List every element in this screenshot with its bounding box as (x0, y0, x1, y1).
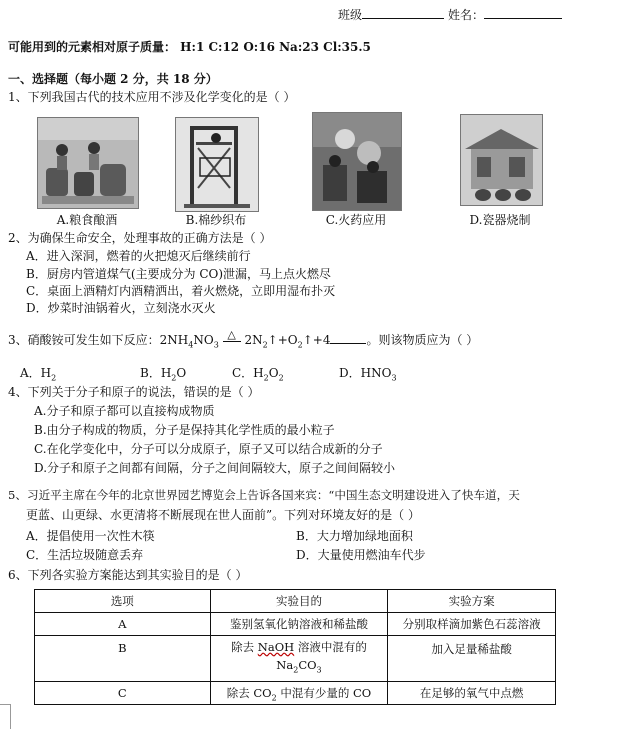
q5-option-b[interactable]: B．大力增加绿地面积 (296, 529, 413, 543)
q3-option-c[interactable]: C．$H_2O_2$ (232, 366, 284, 383)
q5-stem-line2: 更蓝、山更绿、水更清将不断展现在世人面前”。下列对环境友好的是（ ） (26, 508, 420, 522)
row-a-purpose: 鉴别氢氧化钠溶液和稀盐酸 (210, 613, 388, 636)
q6-table (34, 589, 556, 705)
name-label: 姓名： (448, 6, 562, 23)
q1-option-a[interactable]: A.粮食酿酒 (56, 213, 118, 227)
q1-image-d (460, 114, 543, 206)
q4-option-d[interactable]: D.分子和原子之间都有间隔，分子之间间隔较大，原子之间间隔较小 (34, 461, 396, 475)
row-b-option[interactable]: B (35, 636, 211, 682)
porcelain-illustration-icon (461, 115, 542, 205)
header-method: 实验方案 (388, 590, 556, 613)
row-a-method: 分别取样滴加紫色石蕊溶液 (388, 613, 556, 636)
q4-option-c[interactable]: C.在化学变化中，分子可以分成原子，原子又可以结合成新的分子 (34, 442, 383, 456)
row-c-option[interactable]: C (35, 682, 211, 705)
q1-image-a (37, 117, 139, 209)
q3-answer-blank[interactable] (330, 331, 366, 344)
brewing-illustration-icon (38, 118, 138, 208)
name-blank[interactable] (484, 6, 562, 19)
q2-option-c[interactable]: C．桌面上酒精灯内酒精洒出，着火燃烧，立即用湿布扑灭 (26, 284, 336, 298)
row-b-method: 加入足量稀盐酸 (388, 636, 556, 682)
q5-option-a[interactable]: A．提倡使用一次性木筷 (26, 529, 155, 543)
header-option: 选项 (35, 590, 211, 613)
table-row (35, 636, 556, 682)
row-a-option[interactable]: A (35, 613, 211, 636)
q4-option-a[interactable]: A.分子和原子都可以直接构成物质 (34, 404, 215, 418)
q2-option-b[interactable]: B．厨房内管道煤气(主要成分为 CO)泄漏，马上点火燃尽 (26, 267, 332, 281)
row-c-purpose: 除去 $CO_2$ 中混有少量的 CO (210, 682, 388, 705)
q2-stem: 2、为确保生命安全，处理事故的正确方法是（ ） (8, 231, 272, 245)
q5-option-c[interactable]: C．生活垃圾随意丢弃 (26, 548, 144, 562)
q4-option-b[interactable]: B.由分子构成的物质，分子是保持其化学性质的最小粒子 (34, 423, 335, 437)
section1-title: 一、选择题（每小题 2 分，共 18 分） (8, 72, 218, 86)
q1-image-b (175, 117, 259, 212)
table-header-row (35, 590, 556, 613)
header-purpose: 实验目的 (210, 590, 388, 613)
q1-option-b[interactable]: B.棉纱织布 (185, 213, 247, 227)
loom-illustration-icon (176, 118, 258, 211)
q3-option-d[interactable]: D．$HNO_3$ (339, 366, 397, 383)
table-row (35, 613, 556, 636)
q5-option-d[interactable]: D．大量使用燃油车代步 (296, 548, 426, 562)
page-corner-mark (0, 704, 11, 729)
row-b-purpose: 除去 NaOH 溶液中混有的 $Na_2CO_3$ (210, 636, 388, 682)
q4-stem: 4、下列关于分子和原子的说法，错误的是（ ） (8, 385, 260, 399)
q2-option-a[interactable]: A．进入深洞，燃着的火把熄灭后继续前行 (26, 249, 251, 263)
table-row (35, 682, 556, 705)
q3-option-a[interactable]: A．$H_2$ (20, 366, 57, 383)
q3-stem: 3、硝酸铵可发生如下反应：$2NH_4NO_3$ △ $2N_2↑+O_2↑+4$ 。则该物质应为（ ） (8, 328, 479, 350)
q3-option-b[interactable]: B．$H_2O$ (140, 366, 187, 383)
q5-stem-line1: 5、习近平主席在今年的北京世界园艺博览会上告诉各国来宾：“中国生态文明建设进入了快车道，天 (8, 488, 520, 502)
q1-option-d[interactable]: D.瓷器烧制 (469, 213, 531, 227)
row-c-method: 在足够的氧气中点燃 (388, 682, 556, 705)
atomic-mass-line: 可能用到的元素相对原子质量： H:1 C:12 O:16 Na:23 Cl:35.5 (8, 40, 371, 54)
class-blank[interactable] (362, 6, 444, 19)
gunpowder-illustration-icon (313, 113, 401, 210)
q1-image-c (312, 112, 402, 211)
class-label: 班级 (338, 6, 444, 23)
heat-arrow: △ (223, 333, 241, 347)
q2-option-d[interactable]: D．炒菜时油锅着火，立刻浇水灭火 (26, 301, 216, 315)
q1-option-c[interactable]: C.火药应用 (325, 213, 387, 227)
q1-stem: 1、下列我国古代的技术应用不涉及化学变化的是（ ） (8, 90, 296, 104)
q6-stem: 6、下列各实验方案能达到其实验目的是（ ） (8, 568, 248, 582)
